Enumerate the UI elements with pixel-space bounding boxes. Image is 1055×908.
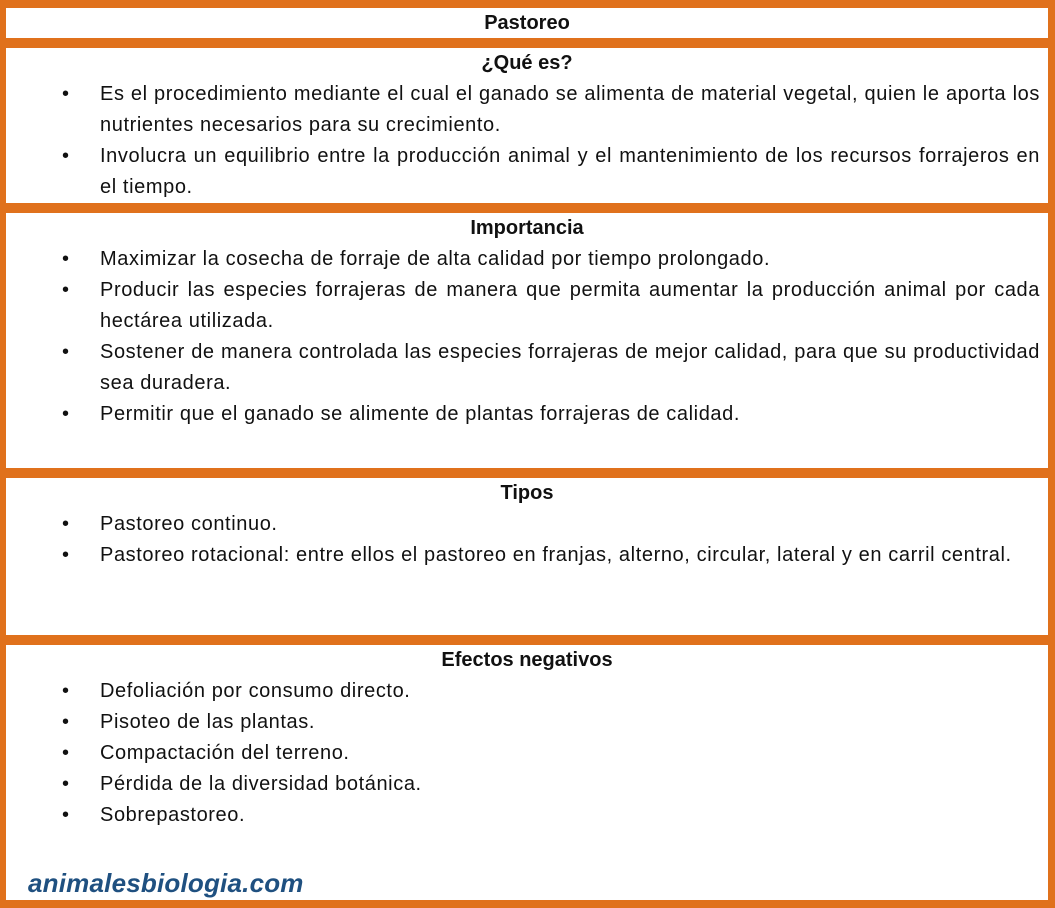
- section-efectos-negativos: [6, 645, 1048, 900]
- list-item: • Defoliación por consumo directo.: [6, 676, 1048, 707]
- page-title: Pastoreo: [484, 12, 570, 34]
- list-item: • Compactación del terreno.: [6, 738, 1048, 769]
- bullet-list: [6, 509, 1048, 571]
- site-watermark: animalesbiologia.com: [28, 868, 304, 898]
- list-item: • Sostener de manera controlada las especies forrajeras de mejor calidad, para que su productividad sea duradera.: [6, 337, 1048, 399]
- section-heading: Tipos: [500, 482, 554, 504]
- bullet-list: [6, 676, 1048, 831]
- title-row: [6, 8, 1048, 38]
- section-heading: Importancia: [470, 217, 584, 239]
- list-item: • Permitir que el ganado se alimente de plantas forrajeras de calidad.: [6, 399, 1048, 430]
- section-tipos: [6, 478, 1048, 635]
- list-item: • Maximizar la cosecha de forraje de alta calidad por tiempo prolongado.: [6, 244, 1048, 275]
- list-item: • Involucra un equilibrio entre la producción animal y el mantenimiento de los recursos forrajeros en el tiempo.: [6, 141, 1048, 203]
- section-heading: Efectos negativos: [441, 649, 613, 671]
- section-importancia: [6, 213, 1048, 468]
- list-item: • Pastoreo rotacional: entre ellos el pastoreo en franjas, alterno, circular, lateral y en carril central.: [6, 540, 1048, 571]
- bullet-list: [6, 79, 1048, 203]
- list-item: • Pisoteo de las plantas.: [6, 707, 1048, 738]
- list-item: • Es el procedimiento mediante el cual el ganado se alimenta de material vegetal, quien le aporta los nutrientes necesarios para su crecimiento.: [6, 79, 1048, 141]
- section-heading: ¿Qué es?: [481, 52, 573, 74]
- list-item: • Sobrepastoreo.: [6, 800, 1048, 831]
- list-item: • Pérdida de la diversidad botánica.: [6, 769, 1048, 800]
- bullet-list: [6, 244, 1048, 430]
- list-item: • Producir las especies forrajeras de manera que permita aumentar la producción animal por cada hectárea utilizada.: [6, 275, 1048, 337]
- list-item: • Pastoreo continuo.: [6, 509, 1048, 540]
- section-que-es: [6, 48, 1048, 203]
